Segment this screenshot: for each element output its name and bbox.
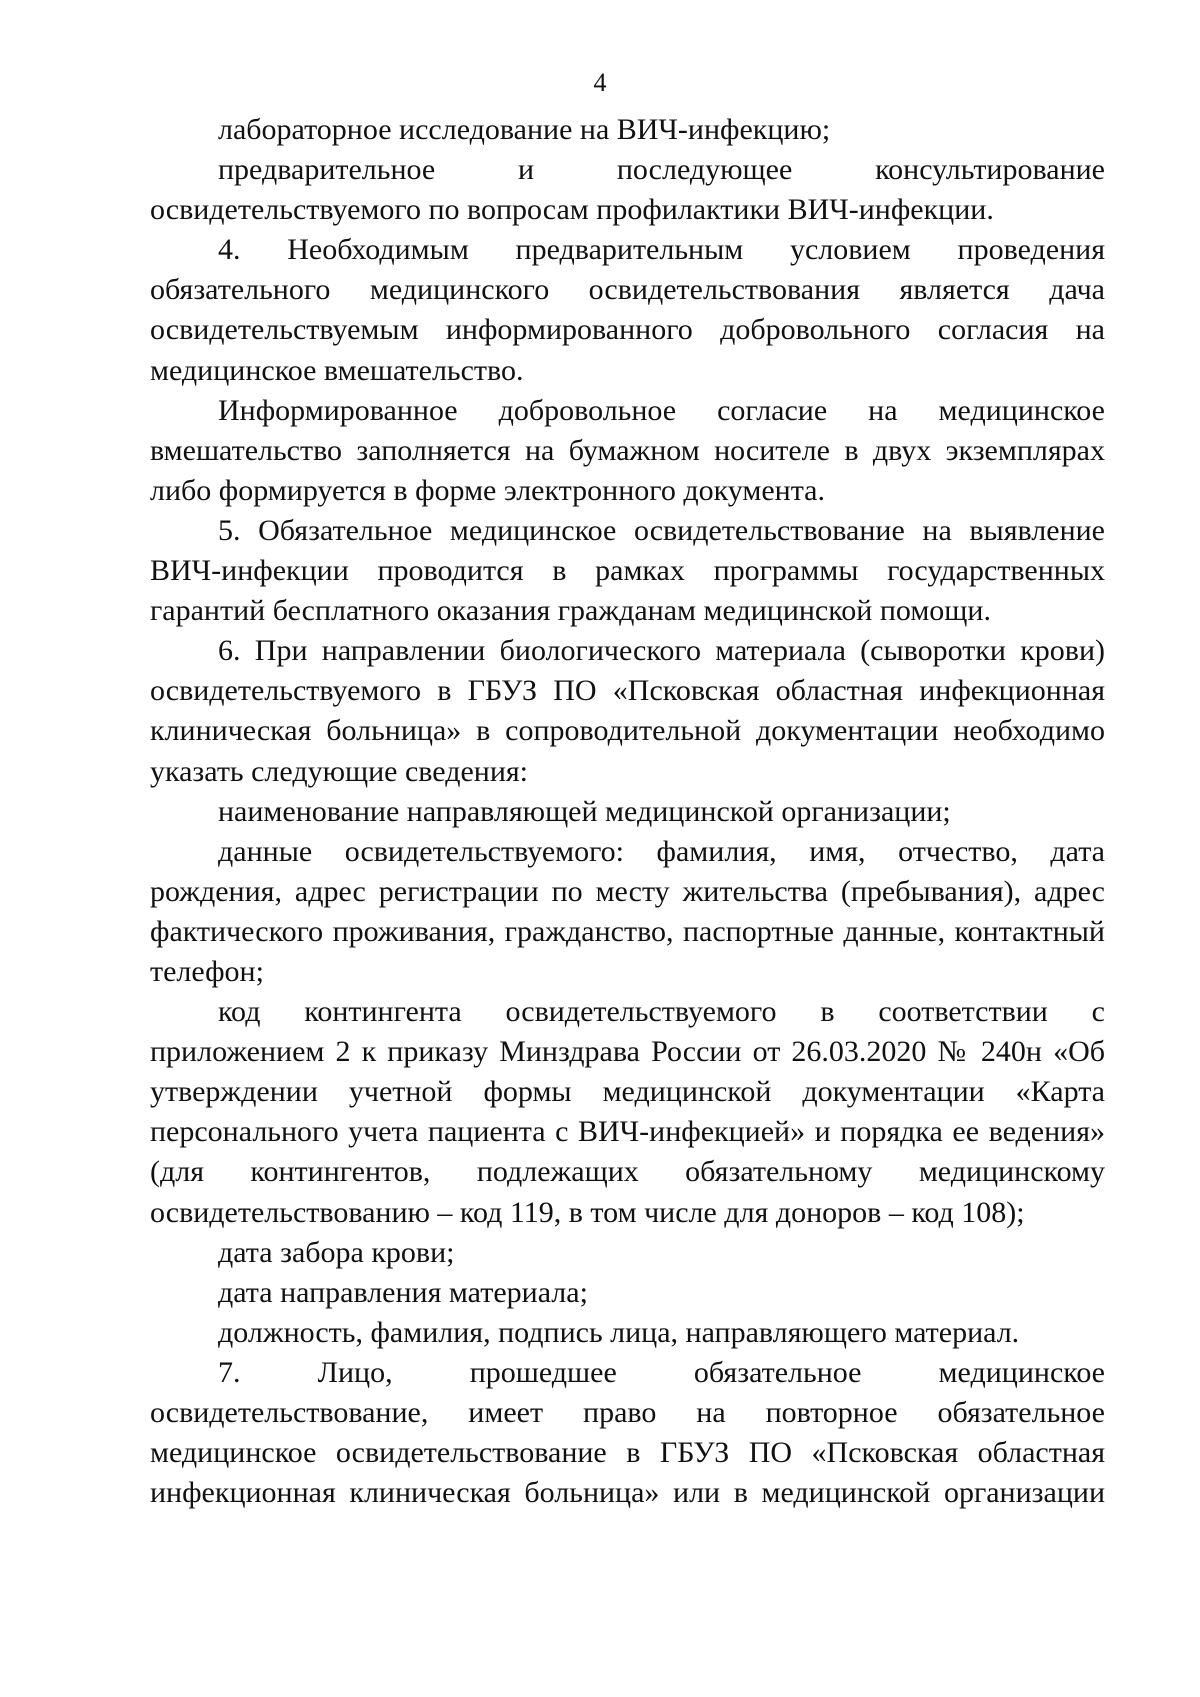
paragraph: должность, фамилия, подпись лица, направляющего материал. bbox=[218, 1315, 1020, 1349]
page-number: 4 bbox=[593, 68, 607, 97]
paragraph: дата направления материала; bbox=[218, 1275, 588, 1309]
paragraph: 6. При направлении биологического материала (сыворотки крови) освидетельствуемого в ГБУЗ ПО «Псковская областная инфекционная клиническая больница» в сопроводительной документации необходимо указать следующие сведения: bbox=[150, 634, 1105, 788]
paragraph: 4. Необходимым предварительным условием проведения обязательного медицинского освидетельствования является дача освидетельствуемым информированного добровольного согласия на медицинское вмешательство. bbox=[150, 233, 1105, 387]
paragraph: наименование направляющей медицинской организации; bbox=[218, 794, 951, 828]
paragraph: 5. Обязательное медицинское освидетельствование на выявление ВИЧ-инфекции проводится в рамках программы государственных гарантий бесплатного оказания гражданам медицинской помощи. bbox=[150, 513, 1105, 628]
document-body bbox=[150, 110, 1105, 1513]
paragraph: код контингента освидетельствуемого в соответствии с приложением 2 к приказу Минздрава России от 26.03.2020 № 240н «Об утверждении учетной формы медицинской документации «Карта персонального учета пациента с ВИЧ-инфекцией» и порядка ее ведения» (для контингентов, подлежащих обязательному медицинскому освидетельствованию – код 119, в том числе для доноров – код 108); bbox=[150, 995, 1105, 1229]
paragraph: Информированное добровольное согласие на медицинское вмешательство заполняется на бумажном носителе в двух экземплярах либо формируется в форме электронного документа. bbox=[150, 393, 1105, 507]
paragraph: предварительное и последующее консультирование освидетельствуемого по вопросам профилактики ВИЧ-инфекции. bbox=[150, 153, 1105, 227]
paragraph: дата забора крови; bbox=[218, 1235, 455, 1269]
paragraph: 7. Лицо, прошедшее обязательное медицинское освидетельствование, имеет право на повторное обязательное медицинское освидетельствование в ГБУЗ ПО «Псковская областная инфекционная клиническая больница» или в медицинской организации bbox=[150, 1355, 1105, 1510]
paragraph: данные освидетельствуемого: фамилия, имя, отчество, дата рождения, адрес регистрации по месту жительства (пребывания), адрес фактического проживания, гражданство, паспортные данные, контактный телефон; bbox=[150, 834, 1105, 988]
paragraph: лабораторное исследование на ВИЧ-инфекцию; bbox=[218, 113, 831, 146]
